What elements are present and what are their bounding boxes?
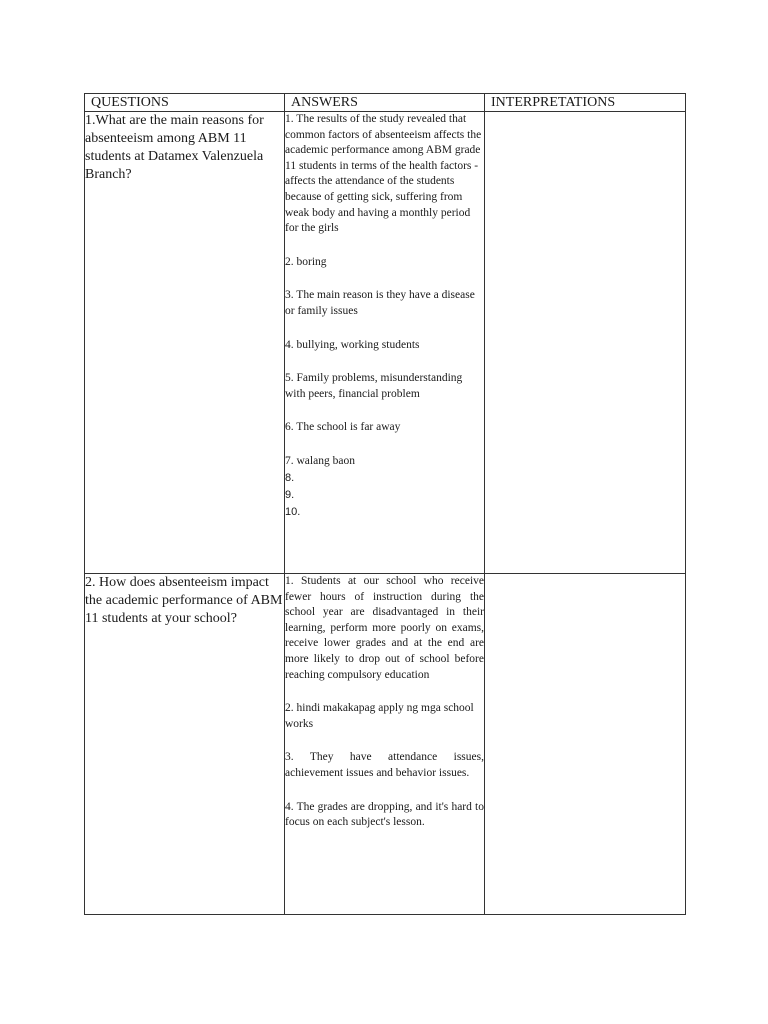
- answer-item: 3. They have attendance issues, achievement issues and behavior issues.: [285, 751, 484, 779]
- header-questions: QUESTIONS: [85, 94, 285, 112]
- question-cell: [85, 112, 285, 574]
- questions-answers-table: [84, 93, 686, 915]
- header-row: [85, 94, 686, 112]
- question-text: 2. How does absenteeism impact the academic performance of ABM 11 students at your school?: [85, 575, 283, 626]
- header-interpretations: INTERPRETATIONS: [485, 94, 686, 112]
- header-answers: ANSWERS: [285, 94, 485, 112]
- answer-item: 4. bullying, working students: [285, 338, 420, 351]
- answer-item: 5. Family problems, misunderstanding with peers, financial problem: [285, 372, 463, 400]
- answers-cell: [285, 574, 485, 915]
- answer-item: 1. Students at our school who receive fewer hours of instruction during the school year are disadvantaged in their learning, perform more poorly on exams, receive lower grades and at the end are more likely to drop out of school before reaching compulsory education: [285, 575, 484, 681]
- question-cell: [85, 574, 285, 915]
- blank-answer-number: 8.: [285, 471, 295, 484]
- answer-item: 2. hindi makakapag apply ng mga school works: [285, 702, 474, 730]
- interpretation-cell: [485, 574, 686, 915]
- blank-answer-number: 9.: [285, 488, 295, 501]
- table-row: [85, 574, 686, 915]
- blank-answer-number: 10.: [285, 505, 301, 518]
- answers-cell: [285, 112, 485, 574]
- answer-item: 3. The main reason is they have a disease or family issues: [285, 289, 475, 317]
- question-text: 1.What are the main reasons for absenteeism among ABM 11 students at Datamex Valenzuela Branch?: [85, 113, 264, 182]
- answer-item: 6. The school is far away: [285, 421, 401, 434]
- interpretation-cell: [485, 112, 686, 574]
- answer-item: 2. boring: [285, 255, 327, 268]
- table-row: [85, 112, 686, 574]
- answer-item: 4. The grades are dropping, and it's hard to focus on each subject's lesson.: [285, 800, 484, 829]
- answer-item: 7. walang baon: [285, 454, 355, 467]
- answer-item: 1. The results of the study revealed that common factors of absenteeism affects the academic performance among ABM grade 11 students in terms of the health factors -affects the attendance of the students because of getting sick, suffering from weak body and having a monthly period for the girls: [285, 113, 482, 235]
